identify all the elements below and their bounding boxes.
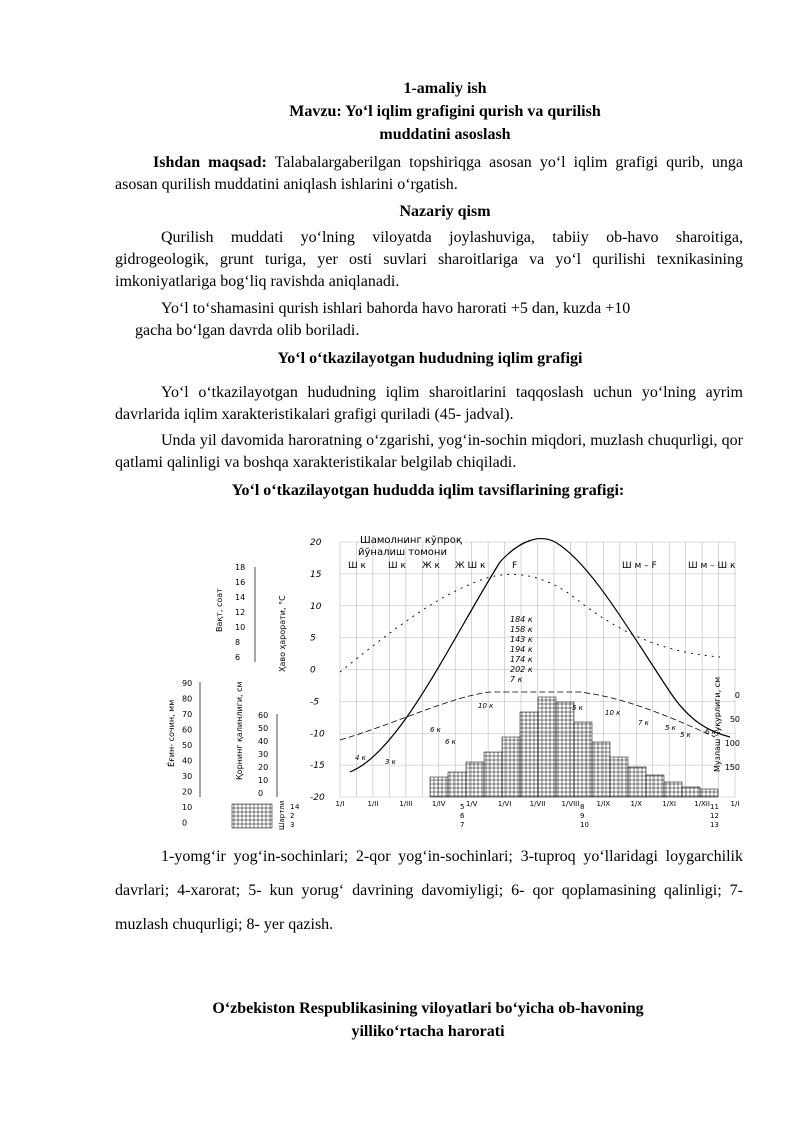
section2-paragraph-2: Unda yil davomida haroratning o‘zgarishi, yog‘in-sochin miqdori, muzlash chuqurligi, qor qatlami qalinligi va boshqa xarakteristikalar belgilab chiqiladi. [115,432,743,471]
temp-tick-label: 10 [310,601,322,612]
bar-label: 10 к [605,709,621,717]
snow-tick-label: 0 [258,789,264,798]
hours-tick-label: 12 [235,608,246,617]
precip-tick-label: 10 [182,803,193,812]
temp-tick-label: 0 [310,665,316,676]
hours-tick-label: 10 [235,623,246,632]
temperature-axis [278,538,325,803]
month-label: 1/V [465,800,478,808]
month-label: 1/II [367,800,379,808]
snow-bar [448,772,466,797]
snow-tick-label: 10 [258,776,269,785]
legend-item-number: 13 [710,821,719,829]
temp-tick-label: -5 [310,697,319,708]
legend-hatch-swatch [232,804,272,828]
legend-item-number: 4 [295,803,300,811]
bar-label: 6 к [445,738,456,746]
legend-item-number: 7 [460,821,465,829]
hours-tick-label: 6 [235,653,241,662]
snow-bar [484,752,502,797]
wind-directions [348,561,736,571]
snow-bar [502,737,520,797]
temp-tick-label: -20 [310,793,325,803]
precip-tick-label: 70 [182,710,193,719]
precip-tick-label: 90 [182,679,193,688]
day-label: 184 к [510,615,533,624]
snow-tick-label: 30 [258,750,269,759]
bar-label: 3 к [385,758,396,766]
hours-tick-label: 18 [235,563,246,572]
wind-direction-label: Ш к [388,561,406,571]
snow-bar [628,767,646,797]
month-label: 1/IX [596,800,611,808]
month-label: 1/III [399,800,413,808]
month-label: 1/VIII [561,800,580,808]
legend-item-number: 2 [290,812,295,820]
day-label: 202 к [510,665,533,674]
month-label: 1/I [335,800,345,808]
wind-title-line-2: йўналиш томони [358,547,447,558]
month-label: 1/VII [529,800,546,808]
day-label: 174 к [510,655,533,664]
legend-item-number: 10 [580,821,589,829]
month-label: 1/I [730,800,740,808]
precip-tick-label: 0 [182,818,188,828]
figure-caption: 1-yomg‘ir yog‘in-sochinlari; 2-qor yog‘in-sochinlari; 3-tuproq yo‘llaridagi loygarchilik davrlari; 4-xarorat; 5- kun yorug‘ davrining davomiyligi; 6- qor qoplamasining qalinligi; 7-muzlash chuqurligi; 8- yer qazish. [115,848,743,933]
bar-label: 10 к [478,702,494,710]
snow-bar [538,697,556,797]
wind-direction-label: Ж к [422,561,440,571]
month-label: 1/VI [497,800,512,808]
axis-label-snow: Қорнинг қалинлиги, см [235,681,244,780]
snow-bar [610,757,628,797]
purpose-label: Ishdan maqsad: [153,154,267,171]
legend-item-number: 6 [460,812,465,820]
month-axis [336,800,740,808]
hours-tick-label: 8 [235,638,241,647]
wind-direction-label: Ш м – Ш к [688,561,736,571]
month-label: 1/XI [662,800,677,808]
snow-bar [430,777,448,797]
month-label: 1/X [630,800,643,808]
theory-heading: Nazariy qism [399,203,491,220]
wind-direction-label: Ш м – F [622,561,657,571]
snow-bar [664,782,682,797]
bar-label: 6 к [705,728,716,736]
axis-label-hours: Вақт, соат [215,588,224,632]
bar-label: 7 к [638,719,649,727]
precip-tick-label: 20 [182,787,193,797]
section2-heading: Yo‘l o‘tkazilayotgan hududning iqlim grafigi [277,350,583,367]
climate-graph-figure [160,522,750,832]
temp-tick-label: 15 [310,569,322,580]
bar-label: 5 к [665,724,676,732]
precip-tick-label: 60 [182,725,193,735]
legend-item-number: 1 [290,803,295,811]
theory-paragraph-2-line-1: Yo‘l to‘shamasini qurish ishlari bahorda havo harorati +5 dan, kuzda +10 [161,300,631,317]
axis-label-precip: Ёғин- сочин, мм [167,699,176,767]
bar-label: 5 к [680,731,691,739]
snow-bar [574,722,592,797]
legend-item-number: 5 [460,803,465,811]
snow-bar [592,742,610,797]
month-label: 1/XII [694,800,710,808]
snow-bar [466,762,484,797]
hours-tick-label: 14 [235,593,246,602]
day-label: 7 к [510,675,523,684]
wind-direction-label: F [512,561,518,571]
legend-item-number: 9 [580,812,585,820]
wind-title-line-1: Шамолнинг кўпроқ [360,535,462,546]
temp-tick-label: 5 [310,633,316,644]
day-label: 158 к [510,625,533,634]
bar-label: 4 к [355,754,366,762]
legend-item-number: 12 [710,812,719,820]
legend-item-number: 11 [710,803,719,811]
axis-label-temp: Ҳаво ҳарорати, °C [278,595,287,672]
legend-item-number: 3 [290,821,295,829]
footer-heading-line-1: O‘zbekiston Respublikasining viloyatlari bo‘yicha ob-havoning [212,1000,644,1017]
wind-direction-label: Ж Ш к [455,561,486,571]
legend-item-number: 8 [580,803,585,811]
topic-line-2: muddatini asoslash [379,126,511,143]
snow-bar [646,775,664,797]
snow-tick-label: 20 [258,763,269,772]
footer-heading-line-2: yilliko‘rtacha harorati [351,1023,505,1040]
topic-line-1: Mavzu: Yo‘l iqlim grafigini qurish va qurilish [289,103,601,120]
purpose-text: Talabalargaberilgan topshiriqga asosan yo‘l iqlim grafigi qurib, unga asosan qurilish muddatini aniqlash ishlarini o‘rgatish. [115,154,743,193]
temp-tick-label: -15 [310,761,325,772]
axis-label-freeze: Музлаш чуқурлиги, см [713,676,722,772]
purpose-paragraph [115,152,743,196]
precip-tick-label: 80 [182,694,193,704]
bar-label: 6 к [430,726,441,734]
temp-tick-label: 20 [310,538,322,548]
snow-tick-label: 60 [258,711,269,720]
snow-bar [556,702,574,797]
day-label: 194 к [510,645,533,654]
figure-heading: Yo‘l o‘tkazilayotgan hududda iqlim tavsiflarining grafigi: [231,482,625,499]
theory-paragraph-1: Qurilish muddati yo‘lning viloyatda joylashuviga, tabiiy ob-havo sharoitiga, gidrogeologik, grunt turiga, yer osti suvlari sharoitlariga va yo‘l qurilishi texnikasining imkoniyatlariga bog‘liq ravishda aniqlanadi. [115,229,743,290]
precip-tick-label: 50 [182,741,193,750]
practical-title: 1-amaliy ish [403,80,487,97]
precip-tick-label: 40 [182,756,193,766]
freeze-tick-label: 100 [724,739,740,748]
snow-bar [682,787,700,797]
snow-bar [700,789,718,797]
snow-tick-label: 40 [258,737,269,746]
freeze-tick-label: 50 [729,715,740,724]
hours-tick-label: 16 [235,578,246,587]
freeze-tick-label: 150 [724,763,740,772]
temp-tick-label: -10 [310,729,325,740]
month-label: 1/IV [431,800,446,808]
legend-label: Шартли [278,800,286,830]
snow-depth-bars [430,697,718,797]
freeze-tick-label: 0 [734,691,740,700]
wind-direction-label: Ш к [348,561,366,571]
section2-paragraph-1: Yo‘l o‘tkazilayotgan hududning iqlim sharoitlarini taqqoslash uchun yo‘lning ayrim davrlarida iqlim xarakteristikalari grafigi quriladi (45- jadval). [115,384,743,423]
precip-tick-label: 30 [182,772,193,781]
bar-label: 5 к [572,704,583,712]
snow-bar [520,712,538,797]
day-label: 143 к [510,635,533,644]
snow-tick-label: 50 [258,724,269,733]
theory-paragraph-2-line-2: gacha bo‘lgan davrda olib boriladi. [135,322,360,339]
